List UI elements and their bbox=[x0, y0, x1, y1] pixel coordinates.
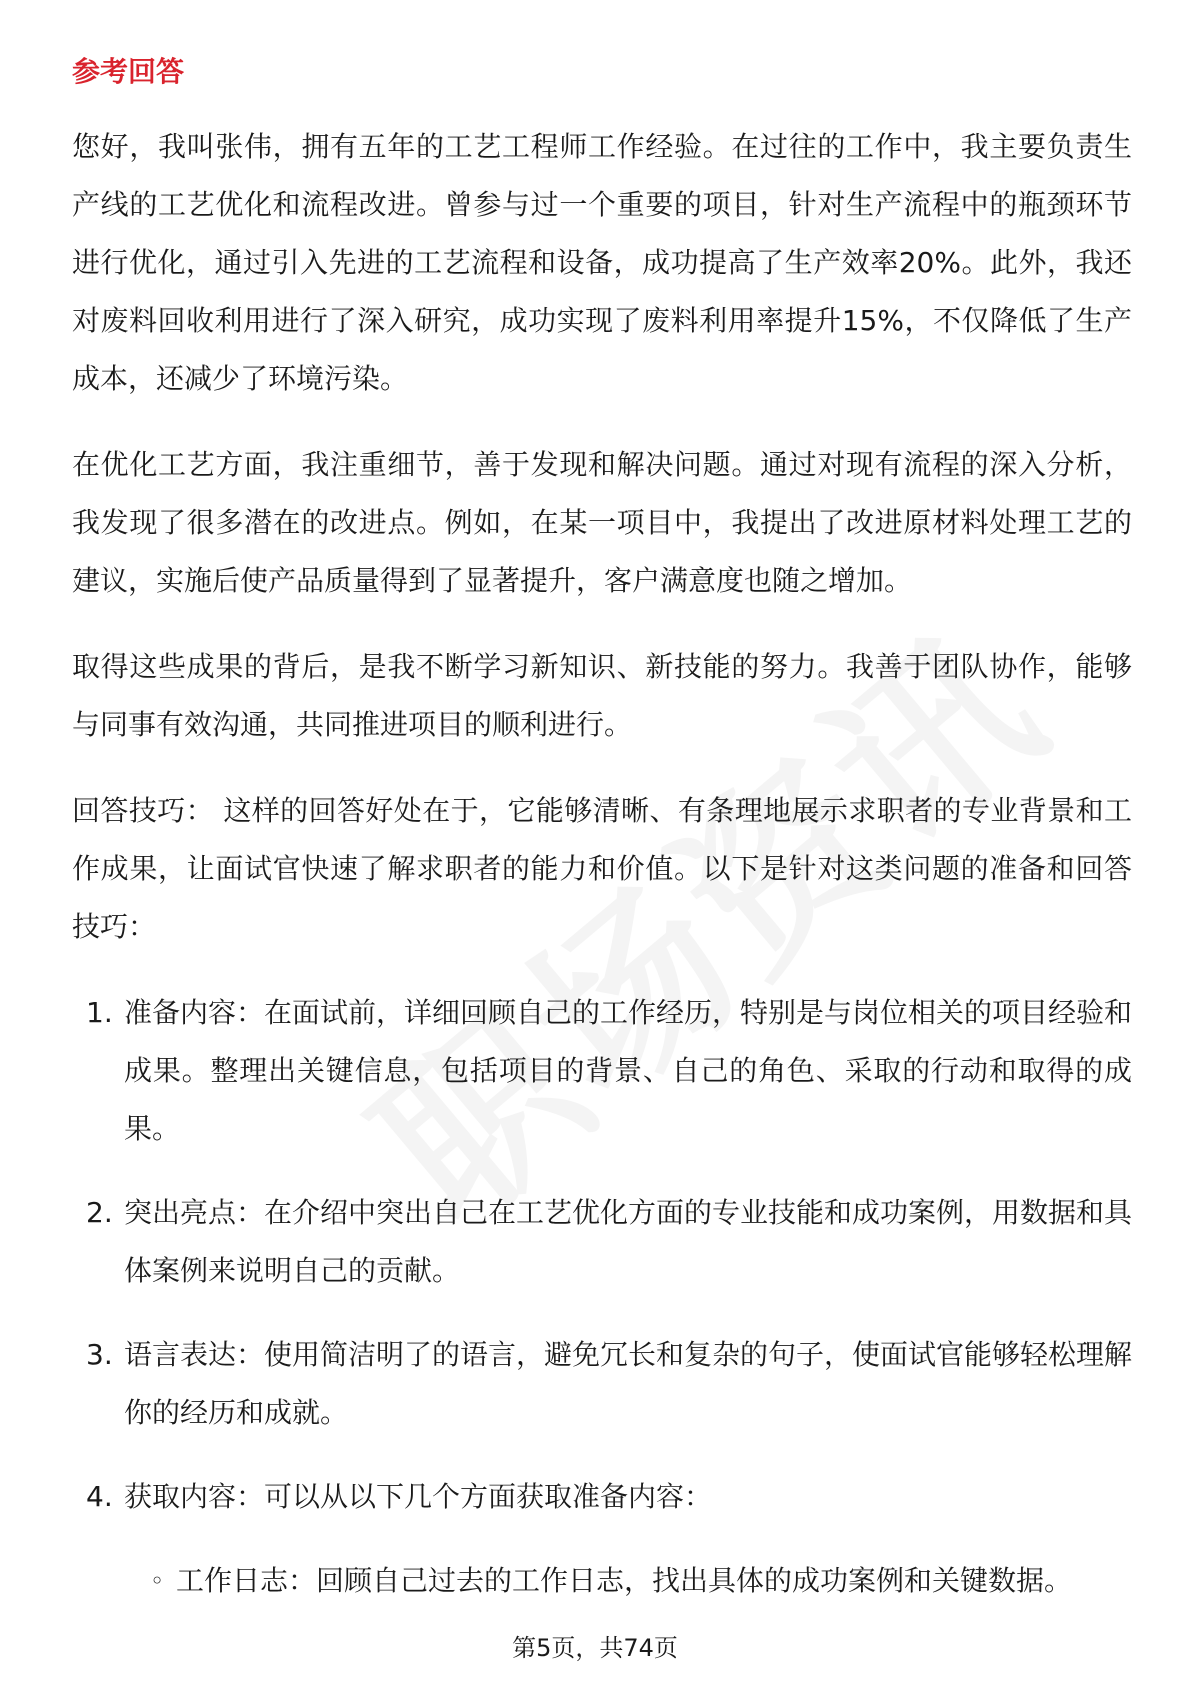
list-item-text: 语言表达：使用简洁明了的语言，避免冗长和复杂的句子，使面试官能够轻松理解你的经历和成就。 bbox=[124, 1338, 1133, 1429]
sub-list-item bbox=[72, 1552, 1132, 1610]
list-number: 2. bbox=[86, 1196, 113, 1229]
list-item bbox=[72, 1468, 1132, 1526]
list-item bbox=[72, 984, 1132, 1158]
page-footer: 第5页，共74页 bbox=[512, 1634, 678, 1662]
section-heading: 参考回答 bbox=[72, 55, 185, 88]
list-item-text: 准备内容：在面试前，详细回顾自己的工作经历，特别是与岗位相关的项目经验和成果。整理出关键信息，包括项目的背景、自己的角色、采取的行动和取得的成果。 bbox=[124, 996, 1133, 1145]
sub-list bbox=[72, 1552, 1132, 1610]
list-number: 1. bbox=[86, 996, 113, 1029]
list-item bbox=[72, 1326, 1132, 1442]
tips-list bbox=[72, 984, 1132, 1526]
list-number: 4. bbox=[86, 1480, 113, 1513]
paragraph-intro: 您好，我叫张伟，拥有五年的工艺工程师工作经验。在过往的工作中，我主要负责生产线的工艺优化和流程改进。曾参与过一个重要的项目，针对生产流程中的瓶颈环节进行优化，通过引入先进的工艺流程和设备，成功提高了生产效率20%。此外，我还对废料回收利用进行了深入研究，成功实现了废料利用率提升15%，不仅降低了生产成本，还减少了环境污染。 bbox=[72, 130, 1132, 395]
list-number: 3. bbox=[86, 1338, 113, 1371]
paragraph-optimization: 在优化工艺方面，我注重细节，善于发现和解决问题。通过对现有流程的深入分析，我发现了很多潜在的改进点。例如，在某一项目中，我提出了改进原材料处理工艺的建议，实施后使产品质量得到了显著提升，客户满意度也随之增加。 bbox=[72, 448, 1132, 597]
document-body bbox=[72, 48, 1132, 1610]
list-item bbox=[72, 1184, 1132, 1300]
paragraph-answer-tips: 回答技巧： 这样的回答好处在于，它能够清晰、有条理地展示求职者的专业背景和工作成果，让面试官快速了解求职者的能力和价值。以下是针对这类问题的准备和回答技巧： bbox=[72, 794, 1132, 943]
list-item-text: 突出亮点：在介绍中突出自己在工艺优化方面的专业技能和成功案例，用数据和具体案例来说明自己的贡献。 bbox=[124, 1196, 1133, 1287]
paragraph-achievements: 取得这些成果的背后，是我不断学习新知识、新技能的努力。我善于团队协作，能够与同事有效沟通，共同推进项目的顺利进行。 bbox=[72, 650, 1132, 741]
sub-list-item-text: 工作日志：回顾自己过去的工作日志，找出具体的成功案例和关键数据。 bbox=[176, 1564, 1073, 1597]
hollow-bullet-icon: ◦ bbox=[150, 1567, 165, 1595]
list-item-text: 获取内容：可以从以下几个方面获取准备内容： bbox=[124, 1480, 713, 1513]
